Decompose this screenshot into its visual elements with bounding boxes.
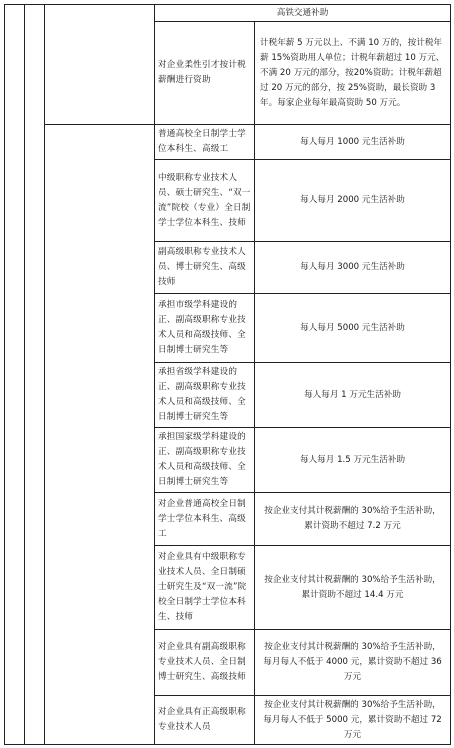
benefit-text: 高铁交通补助 <box>276 7 329 18</box>
benefit-cell <box>255 363 451 428</box>
category-cell <box>155 125 255 160</box>
table-row <box>5 5 451 22</box>
benefit-text: 按企业支付其计税薪酬的 30%给予生活补助，每月每人不低于 4000 元，累计资助不超过 36 万元 <box>263 642 442 682</box>
merged-column-3-bottom <box>45 125 155 745</box>
header-cell <box>155 5 451 22</box>
merged-column-3-top <box>45 5 155 125</box>
benefit-text: 每人每月 3000 元生活补助 <box>300 262 405 272</box>
benefit-text: 按企业支付其计税薪酬的 30%给予生活补助，累计资助不超过 7.2 万元 <box>264 506 441 531</box>
category-cell <box>155 160 255 242</box>
category-cell <box>155 363 255 428</box>
category-cell <box>155 630 255 696</box>
benefit-cell <box>255 125 451 160</box>
category-cell <box>155 546 255 630</box>
benefit-text: 每人每月 2000 元生活补助 <box>300 195 405 205</box>
table-row <box>5 125 451 160</box>
category-label: 中级职称专业技术人员、硕士研究生、“双一流”院校（专业）全日制学士学位本科生、技师 <box>158 172 251 228</box>
category-label: 承担省级学科建设的正、副高级职称专业技术人员和高级技师、全日制博士研究生等 <box>158 367 246 422</box>
category-label: 对企业具有中级职称专业技术人员、全日制硕士研究生及“双一流”院校全日制学士学位本科生、技师 <box>158 552 247 622</box>
benefit-cell <box>255 242 451 294</box>
benefit-text: 每人每月 5000 元生活补助 <box>300 322 405 333</box>
category-label: 对企业具有正高级职称专业技术人员 <box>158 707 246 732</box>
benefit-cell <box>255 428 451 493</box>
benefit-cell <box>255 160 451 242</box>
benefit-text: 按企业支付其计税薪酬的 30%给予生活补助，每月每人不低于 5000 元，累计资助不超过 72 万元 <box>263 699 442 740</box>
category-cell <box>155 22 255 125</box>
benefit-text: 每人每月 1 万元生活补助 <box>304 389 401 400</box>
category-label: 副高级职称专业技术人员、博士研究生、高级技师 <box>158 247 246 287</box>
merged-column-1 <box>5 5 25 745</box>
benefit-text: 每人每月 1000 元生活补助 <box>300 136 405 147</box>
benefit-text: 每人每月 1.5 万元生活补助 <box>299 454 406 465</box>
benefit-text: 计税年薪 5 万元以上、不满 10 万的，按计税年薪 15%资助用人单位；计税年薪超过 10 万元、不满 20 万元的部分，按20%资助；计税年薪超过 20 万元的部分，按 25%资助，最长资助 3 年。每家企业每年最高资助 50 万元。 <box>260 37 445 108</box>
benefit-cell <box>255 630 451 696</box>
benefit-cell <box>255 294 451 363</box>
benefit-cell <box>255 493 451 546</box>
category-cell <box>155 428 255 493</box>
category-label: 对企业柔性引才按计税薪酬进行资助 <box>158 60 246 85</box>
category-cell <box>155 493 255 546</box>
benefit-cell <box>255 546 451 630</box>
category-label: 承担市级学科建设的正、副高级职称专业技术人员和高级技师、全日制博士研究生等 <box>158 300 246 355</box>
subsidy-table <box>4 4 451 745</box>
category-label: 对企业具有副高级职称专业技术人员、全日制博士研究生、高级技师 <box>158 642 246 682</box>
benefit-text: 按企业支付其计税薪酬的 30%给予生活补助，累计资助不超过 14.4 万元 <box>264 574 441 600</box>
category-cell <box>155 242 255 294</box>
category-cell <box>155 696 255 745</box>
category-label: 承担国家级学科建设的正、副高级职称专业技术人员和高级技师、全日制博士研究生等 <box>158 432 246 487</box>
category-cell <box>155 294 255 363</box>
benefit-cell <box>255 696 451 745</box>
category-label: 普通高校全日制学士学位本科生、高级工 <box>158 129 246 154</box>
merged-column-2 <box>25 5 45 745</box>
benefit-cell <box>255 22 451 125</box>
category-label: 对企业普通高校全日制学士学位本科生、高级工 <box>158 498 246 539</box>
